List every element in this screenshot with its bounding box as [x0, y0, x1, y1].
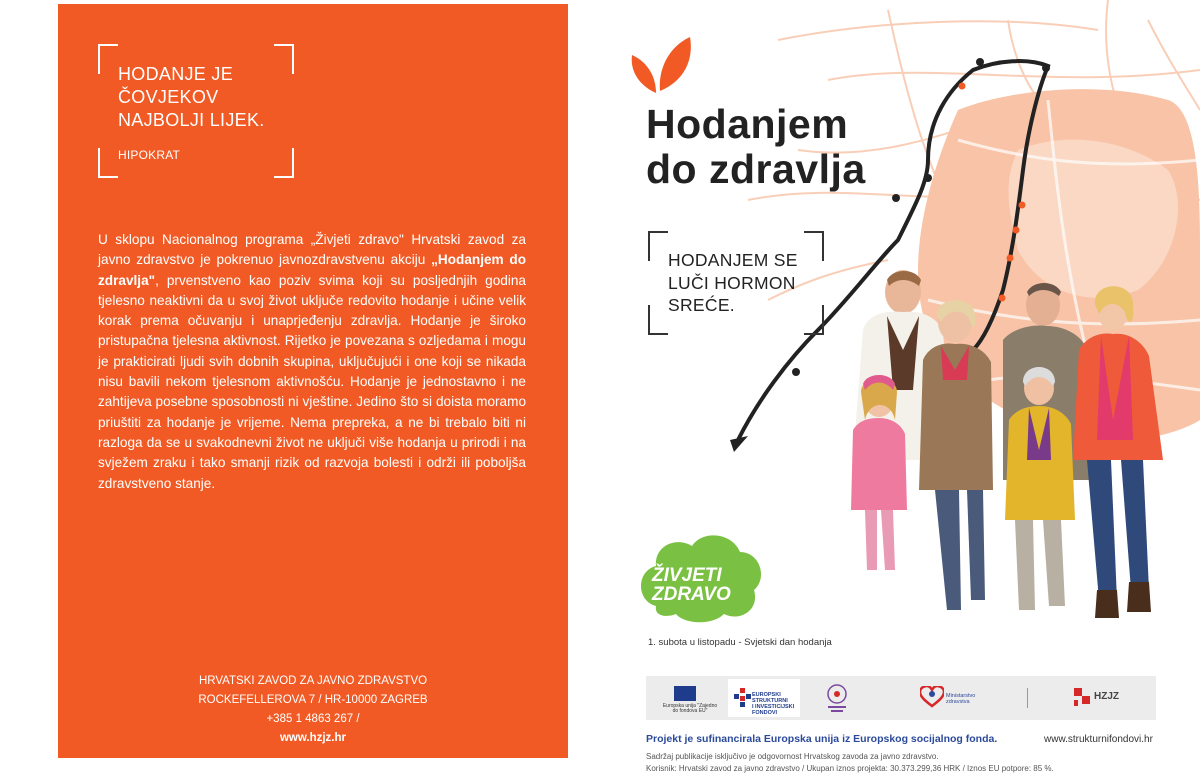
hzjz-logo-label: HZJZ [1094, 691, 1119, 702]
quote-line: NAJBOLJI LIJEK. [118, 110, 265, 130]
quote-line: HODANJE JE [118, 64, 234, 84]
quote-line: ČOVJEKOV [118, 87, 219, 107]
eu-logo-label: Europska unija "Zajedno do fondova EU" [662, 703, 718, 714]
institute-address: ROCKEFELLEROVA 7 / HR-10000 ZAGREB [198, 694, 428, 706]
quote-frame [98, 44, 294, 178]
brochure-title: Hodanjem do zdravlja [646, 101, 866, 192]
disclaimer-responsibility: Sadržaj publikacije isključivo je odgovornost Hrvatskog zavoda za javno zdravstvo. [646, 752, 939, 761]
world-walking-day-caption: 1. subota u listopadu - Svjetski dan hodanja [648, 637, 832, 648]
eu-funding-statement: Projekt je sufinancirala Europska unija iz Europskog socijalnog fonda. [646, 733, 998, 745]
esif-logo: EUROPSKI STRUKTURNI I INVESTICIJSKI FONDOVI [728, 679, 800, 717]
ministry-logo-label: Ministarstvo zdravstva [946, 693, 976, 705]
institute-name: HRVATSKI ZAVOD ZA JAVNO ZDRAVSTVO [198, 675, 428, 687]
left-panel [58, 4, 568, 758]
right-panel [628, 0, 1200, 779]
disclaimer-project-amount: Korisnik: Hrvatski zavod za javno zdravstvo / Ukupan iznos projekta: 30.373.299,36 HRK / Iznos EU potpore: 85 %. [646, 764, 1054, 773]
institute-phone-web: +385 1 4863 267 / www.hzjz.hr [266, 713, 360, 744]
zivjeti-zdravo-wordmark: ŽIVJETI ZDRAVO [652, 565, 731, 605]
family-walking-photo [843, 270, 1183, 630]
campaign-name: „Hodanjem do zdravlja" [98, 252, 526, 288]
hormone-fact-text: HODANJEM SE LUČI HORMON SREĆE. [668, 250, 798, 315]
hzjz-logo-icon [1074, 688, 1092, 708]
intro-paragraph: U sklopu Nacionalnog programa „Živjeti zdravo" Hrvatski zavod za javno zdravstvo je pokrenuo javnozdravstvenu akciju „Hodanjem do zdravlja", prvenstveno kao poziv svima koji su posljednjih godina tjelesno neaktivni da u svoj život uključe redovito hodanje i učine velik korak prema očuvanju i unaprjeđenju zdravlja. Hodanje je široko pristupačna tjelesna aktivnost. Rijetko je povezana s ozljedama i mogu je prakticirati ljudi svih dobnih skupina, uključujući i one koji se nikada nisu bavili nekom tjelesnom aktivnošću. Hodanje je jednostavno i ne zahtijeva posebne sposobnosti ni vještine. Jedino što si doista moramo priuštiti za hodanje je vrijeme. Nema prepreka, a ne bi trebalo biti ni razloga da se u svakodnevni život ne uključi više hodanja u prirodi i na svježem zraku i tako smanji rizik od razvoja bolesti i održi ili poboljša zdravstveno stanje. [98, 232, 526, 491]
institute-contact [58, 672, 568, 748]
eu-logo [660, 682, 720, 714]
institute-web-link[interactable]: www.hzjz.hr [279, 732, 347, 744]
hormone-fact-frame [648, 231, 824, 335]
quote-author: HIPOKRAT [118, 148, 181, 162]
structural-funds-link[interactable]: www.strukturnifondovi.hr [1044, 734, 1153, 745]
quote-text [118, 63, 265, 132]
logo-divider [1027, 688, 1028, 708]
ministry-heart-logo-icon [920, 686, 944, 708]
leaf-logo-icon [628, 35, 698, 95]
health-network-logo-icon [822, 682, 852, 714]
funding-logo-bar [646, 676, 1156, 720]
eu-flag-icon [674, 686, 696, 701]
esif-grid-icon [732, 688, 752, 708]
